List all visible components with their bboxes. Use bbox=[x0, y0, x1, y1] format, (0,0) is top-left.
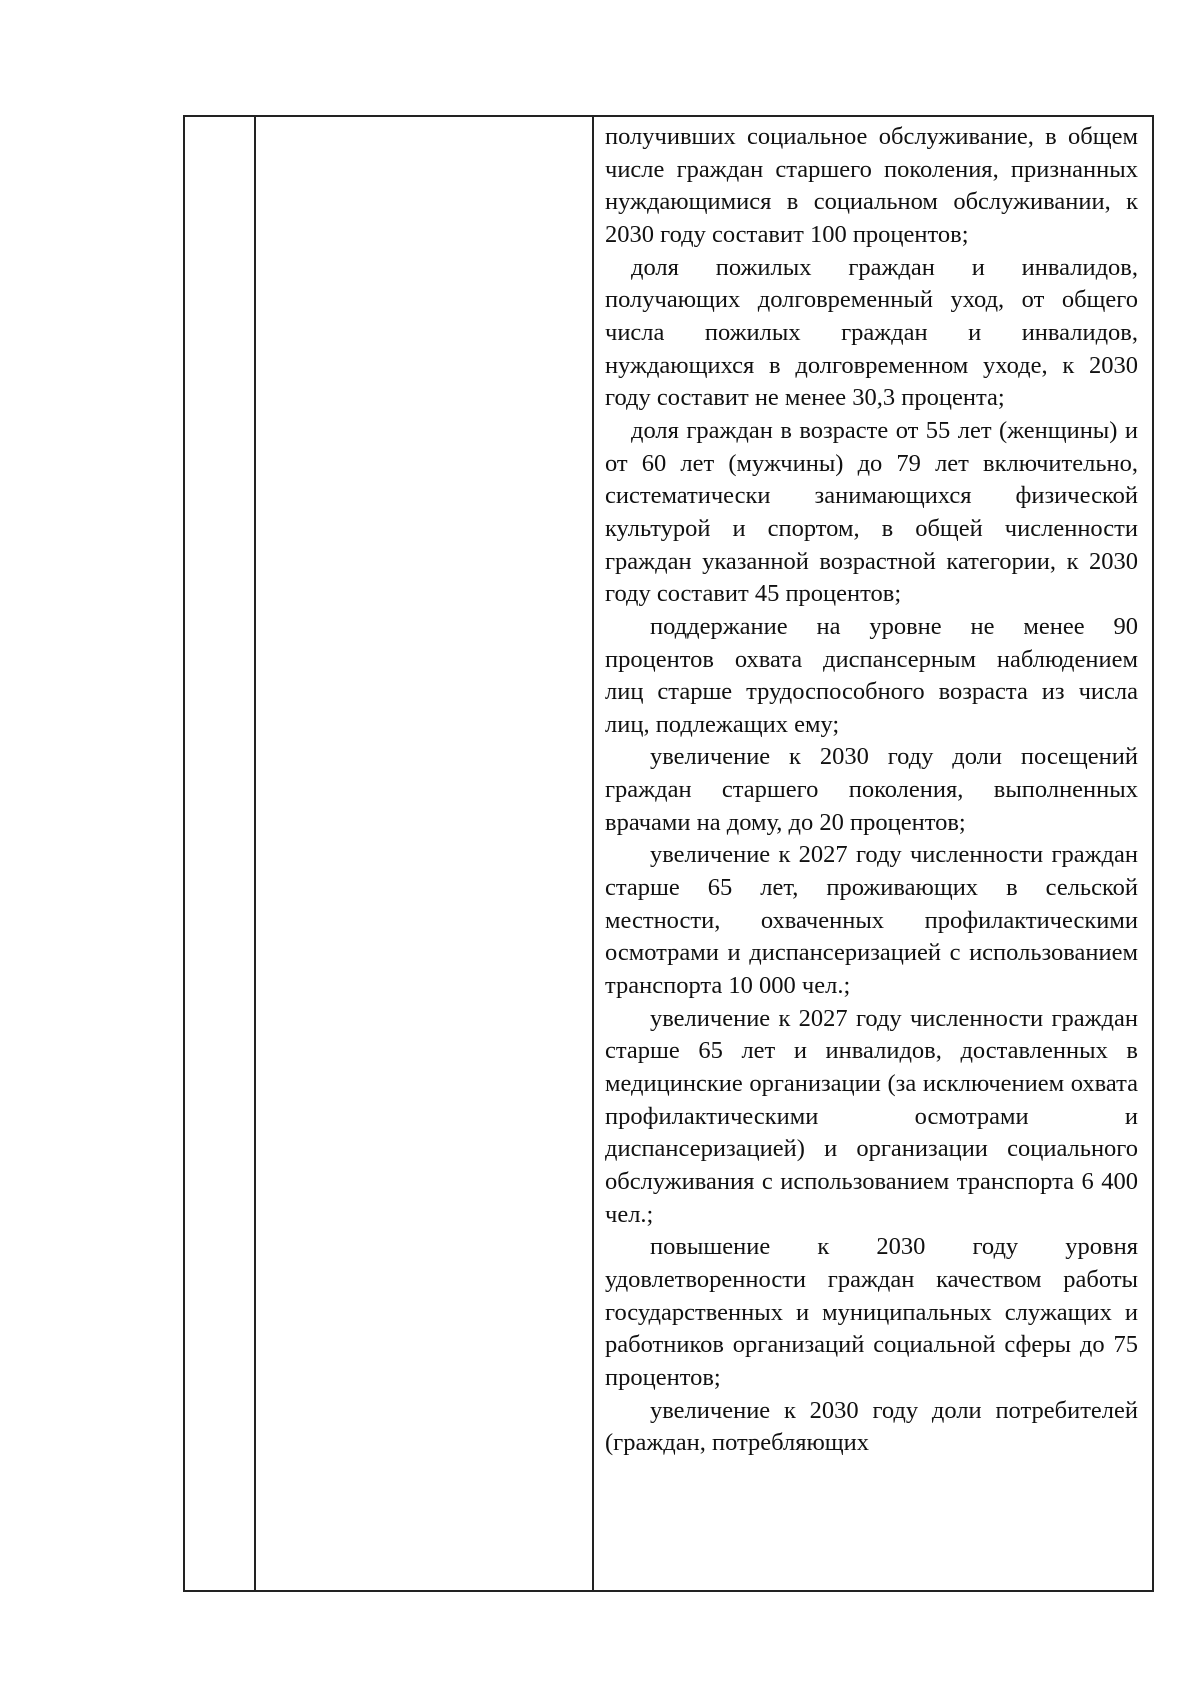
indicator-paragraph-5: увеличение к 2030 году доли посещений граждан старшего поколения, выполненных врачами на дому, до 20 процентов; bbox=[605, 743, 1138, 836]
table-cell-indicators bbox=[605, 121, 1138, 1460]
indicator-paragraph-6: увеличение к 2027 году численности граждан старше 65 лет, проживающих в сельской местности, охваченных профилактическими осмотрами и диспансеризацией с использованием транспорта 10 000 чел.; bbox=[605, 841, 1138, 1000]
indicator-paragraph-9: увеличение к 2030 году доли потребителей (граждан, потребляющих bbox=[605, 1396, 1138, 1457]
indicator-paragraph-7: увеличение к 2027 году численности граждан старше 65 лет и инвалидов, доставленных в медицинские организации (за исключением охвата профилактическими осмотрами и диспансеризацией) и организации социального обслуживания с использованием транспорта 6 400 чел.; bbox=[605, 1004, 1138, 1228]
indicator-paragraph-3: доля граждан в возрасте от 55 лет (женщины) и от 60 лет (мужчины) до 79 лет включительно, систематически занимающихся физической культурой и спортом, в общей численности граждан указанной возрастной категории, к 2030 году составит 45 процентов; bbox=[605, 416, 1138, 608]
document-table bbox=[183, 115, 1154, 1592]
indicator-paragraph-2: доля пожилых граждан и инвалидов, получающих долговременный уход, от общего числа пожилых граждан и инвалидов, нуждающихся в долговременном уходе, к 2030 году составит не менее 30,3 процента; bbox=[605, 253, 1138, 412]
table-cell-number-column bbox=[185, 117, 254, 1590]
indicator-paragraph-8: повышение к 2030 году уровня удовлетворенности граждан качеством работы государственных и муниципальных служащих и работников организаций социальной сферы до 75 процентов; bbox=[605, 1233, 1138, 1391]
indicator-paragraph-1: получивших социальное обслуживание, в общем числе граждан старшего поколения, признанных нуждающимися в социальном обслуживании, к 2030 году составит 100 процентов; bbox=[605, 123, 1138, 248]
table-cell-name-column bbox=[256, 117, 592, 1590]
indicator-paragraph-4: поддержание на уровне не менее 90 процентов охвата диспансерным наблюдением лиц старше трудоспособного возраста из числа лиц, подлежащих ему; bbox=[605, 612, 1138, 738]
table-column-divider-1 bbox=[254, 117, 256, 1590]
table-column-divider-2 bbox=[592, 117, 594, 1590]
